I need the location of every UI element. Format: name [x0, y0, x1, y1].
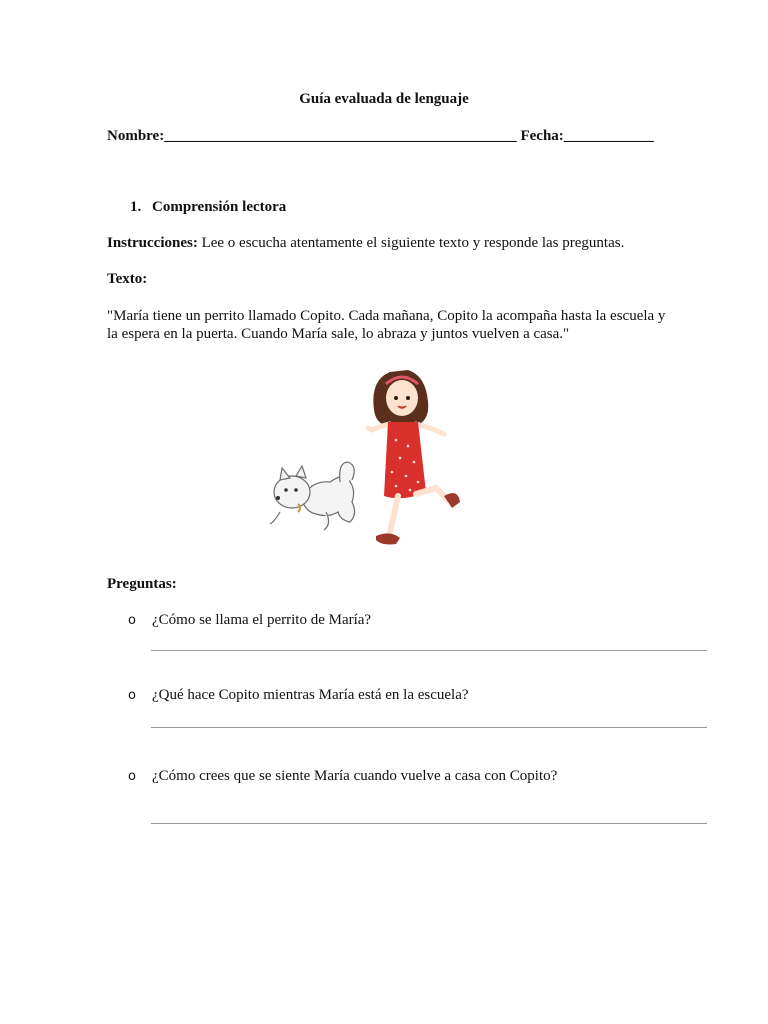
instructions-text: Lee o escucha atentamente el siguiente texto y responde las preguntas. [197, 235, 625, 251]
text-label: Texto: [107, 271, 148, 287]
question-3 [128, 768, 557, 785]
page-title: Guía evaluada de lenguaje [299, 91, 469, 107]
answer-line-2[interactable] [151, 727, 707, 728]
section-heading [130, 199, 286, 216]
dog-icon [270, 462, 355, 530]
question-text: ¿Qué hace Copito mientras María está en la escuela? [152, 687, 469, 703]
question-2 [128, 687, 469, 704]
question-bullet: o [128, 688, 136, 703]
girl-and-dog-illustration [240, 362, 500, 562]
question-text: ¿Cómo crees que se siente María cuando vuelve a casa con Copito? [152, 768, 558, 784]
question-bullet: o [128, 769, 136, 784]
answer-line-1[interactable] [151, 650, 707, 651]
section-number: 1. [130, 199, 142, 215]
reading-passage: "María tiene un perrito llamado Copito. Cada mañana, Copito la acompaña hasta la escuela y la espera en la puerta. Cuando María sale, lo abraza y juntos vuelven a casa." [107, 308, 666, 342]
questions-label: Preguntas: [107, 576, 177, 592]
girl-icon [368, 370, 460, 545]
question-bullet: o [128, 613, 136, 628]
question-text: ¿Cómo se llama el perrito de María? [152, 612, 372, 628]
instructions-label: Instrucciones: [107, 235, 198, 251]
section-label: Comprensión lectora [152, 199, 287, 215]
question-1 [128, 612, 371, 629]
instructions [107, 235, 624, 252]
name-date-line: Nombre:_______________________________________________ Fecha:____________ [107, 128, 654, 144]
answer-line-3[interactable] [151, 823, 707, 824]
